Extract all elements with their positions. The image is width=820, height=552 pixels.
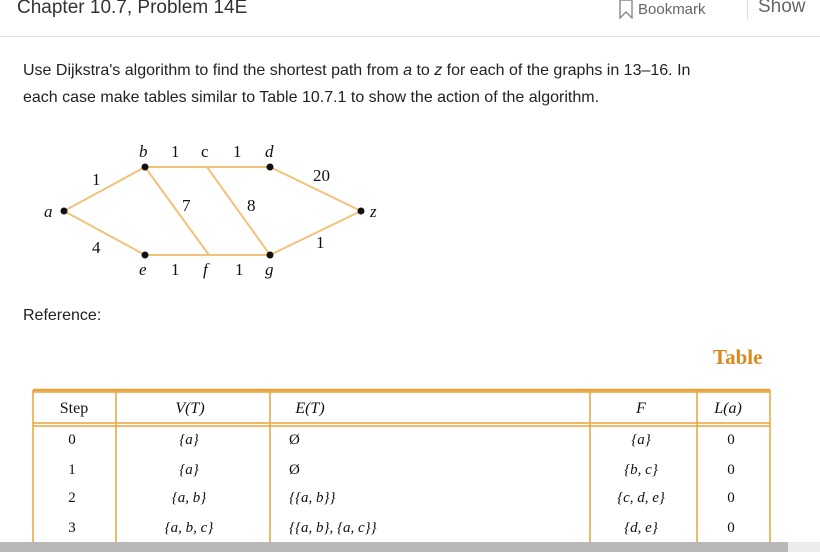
problem-text-start: Use Dijkstra's algorithm to find the shortest path from (23, 62, 404, 79)
weight-c-d: 1 (233, 142, 242, 161)
cell-vt: {a} (179, 462, 199, 478)
weight-b-c: 1 (171, 142, 180, 161)
cell-et: Ø (289, 462, 300, 478)
cell-et: Ø (289, 432, 300, 448)
weight-a-b: 1 (92, 170, 101, 189)
vertex-label-a: a (44, 202, 53, 221)
cell-la: 0 (727, 490, 735, 506)
vertex-label-z: z (370, 202, 377, 221)
vertex-label-e: e (139, 260, 147, 279)
cell-f: {c, d, e} (617, 490, 665, 506)
vertex-label-c: c (201, 142, 209, 161)
vertex-label-b: b (139, 142, 148, 161)
weight-a-e: 4 (92, 238, 101, 257)
weight-c-g: 8 (247, 196, 256, 215)
cell-step: 2 (68, 490, 76, 506)
table-rules (33, 390, 770, 542)
cell-la: 0 (727, 432, 735, 448)
problem-var-z: z (434, 62, 443, 79)
cell-vt: {a} (179, 432, 199, 448)
cell-et: {{a, b}} (289, 490, 336, 506)
cell-et: {{a, b}, {a, c}} (289, 520, 377, 536)
cell-f: {a} (631, 432, 651, 448)
weight-e-f: 1 (171, 260, 180, 279)
weight-b-f: 7 (182, 196, 191, 215)
bookmark-label: Bookmark (638, 0, 706, 18)
cell-la: 0 (727, 520, 735, 536)
weight-d-z: 20 (313, 166, 330, 185)
vertex-label-d: d (265, 142, 274, 161)
chapter-title: Chapter 10.7, Problem 14E (17, 0, 248, 18)
header-et: E(T) (295, 400, 325, 417)
cell-la: 0 (727, 462, 735, 478)
cell-vt: {a, b, c} (164, 520, 214, 536)
cell-vt: {a, b} (171, 490, 207, 506)
problem-var-a: a (403, 62, 412, 79)
table-row-3 (68, 520, 735, 536)
table-row-2 (68, 490, 735, 506)
header-f: F (636, 400, 646, 417)
cell-f: {b, c} (624, 462, 658, 478)
problem-text-line2: each case make tables similar to Table 10.7.1 to show the action of the algorithm. (23, 89, 600, 106)
header-step: Step (59, 400, 89, 417)
scrollbar-thumb[interactable] (0, 542, 788, 552)
problem-text-end: for each of the graphs in 13–16. In (442, 62, 691, 79)
vertex-label-g: g (265, 260, 274, 279)
weight-g-z: 1 (316, 233, 325, 252)
weight-f-g: 1 (235, 260, 244, 279)
cell-step: 0 (68, 432, 76, 448)
vertex-label-f: f (203, 260, 208, 279)
cell-step: 1 (68, 462, 76, 478)
reference-label: Reference: (23, 307, 102, 324)
header-la: L(a) (714, 400, 742, 417)
table-row-1 (68, 462, 735, 478)
cell-f: {d, e} (624, 520, 658, 536)
horizontal-scrollbar[interactable] (0, 542, 820, 552)
table-caption: Table (713, 345, 763, 369)
table-row-0 (68, 432, 735, 448)
header-vt: V(T) (175, 400, 205, 417)
table-header (60, 400, 742, 417)
cell-step: 3 (68, 520, 76, 536)
problem-text-mid: to (412, 62, 435, 79)
show-button[interactable]: Show (758, 0, 806, 17)
